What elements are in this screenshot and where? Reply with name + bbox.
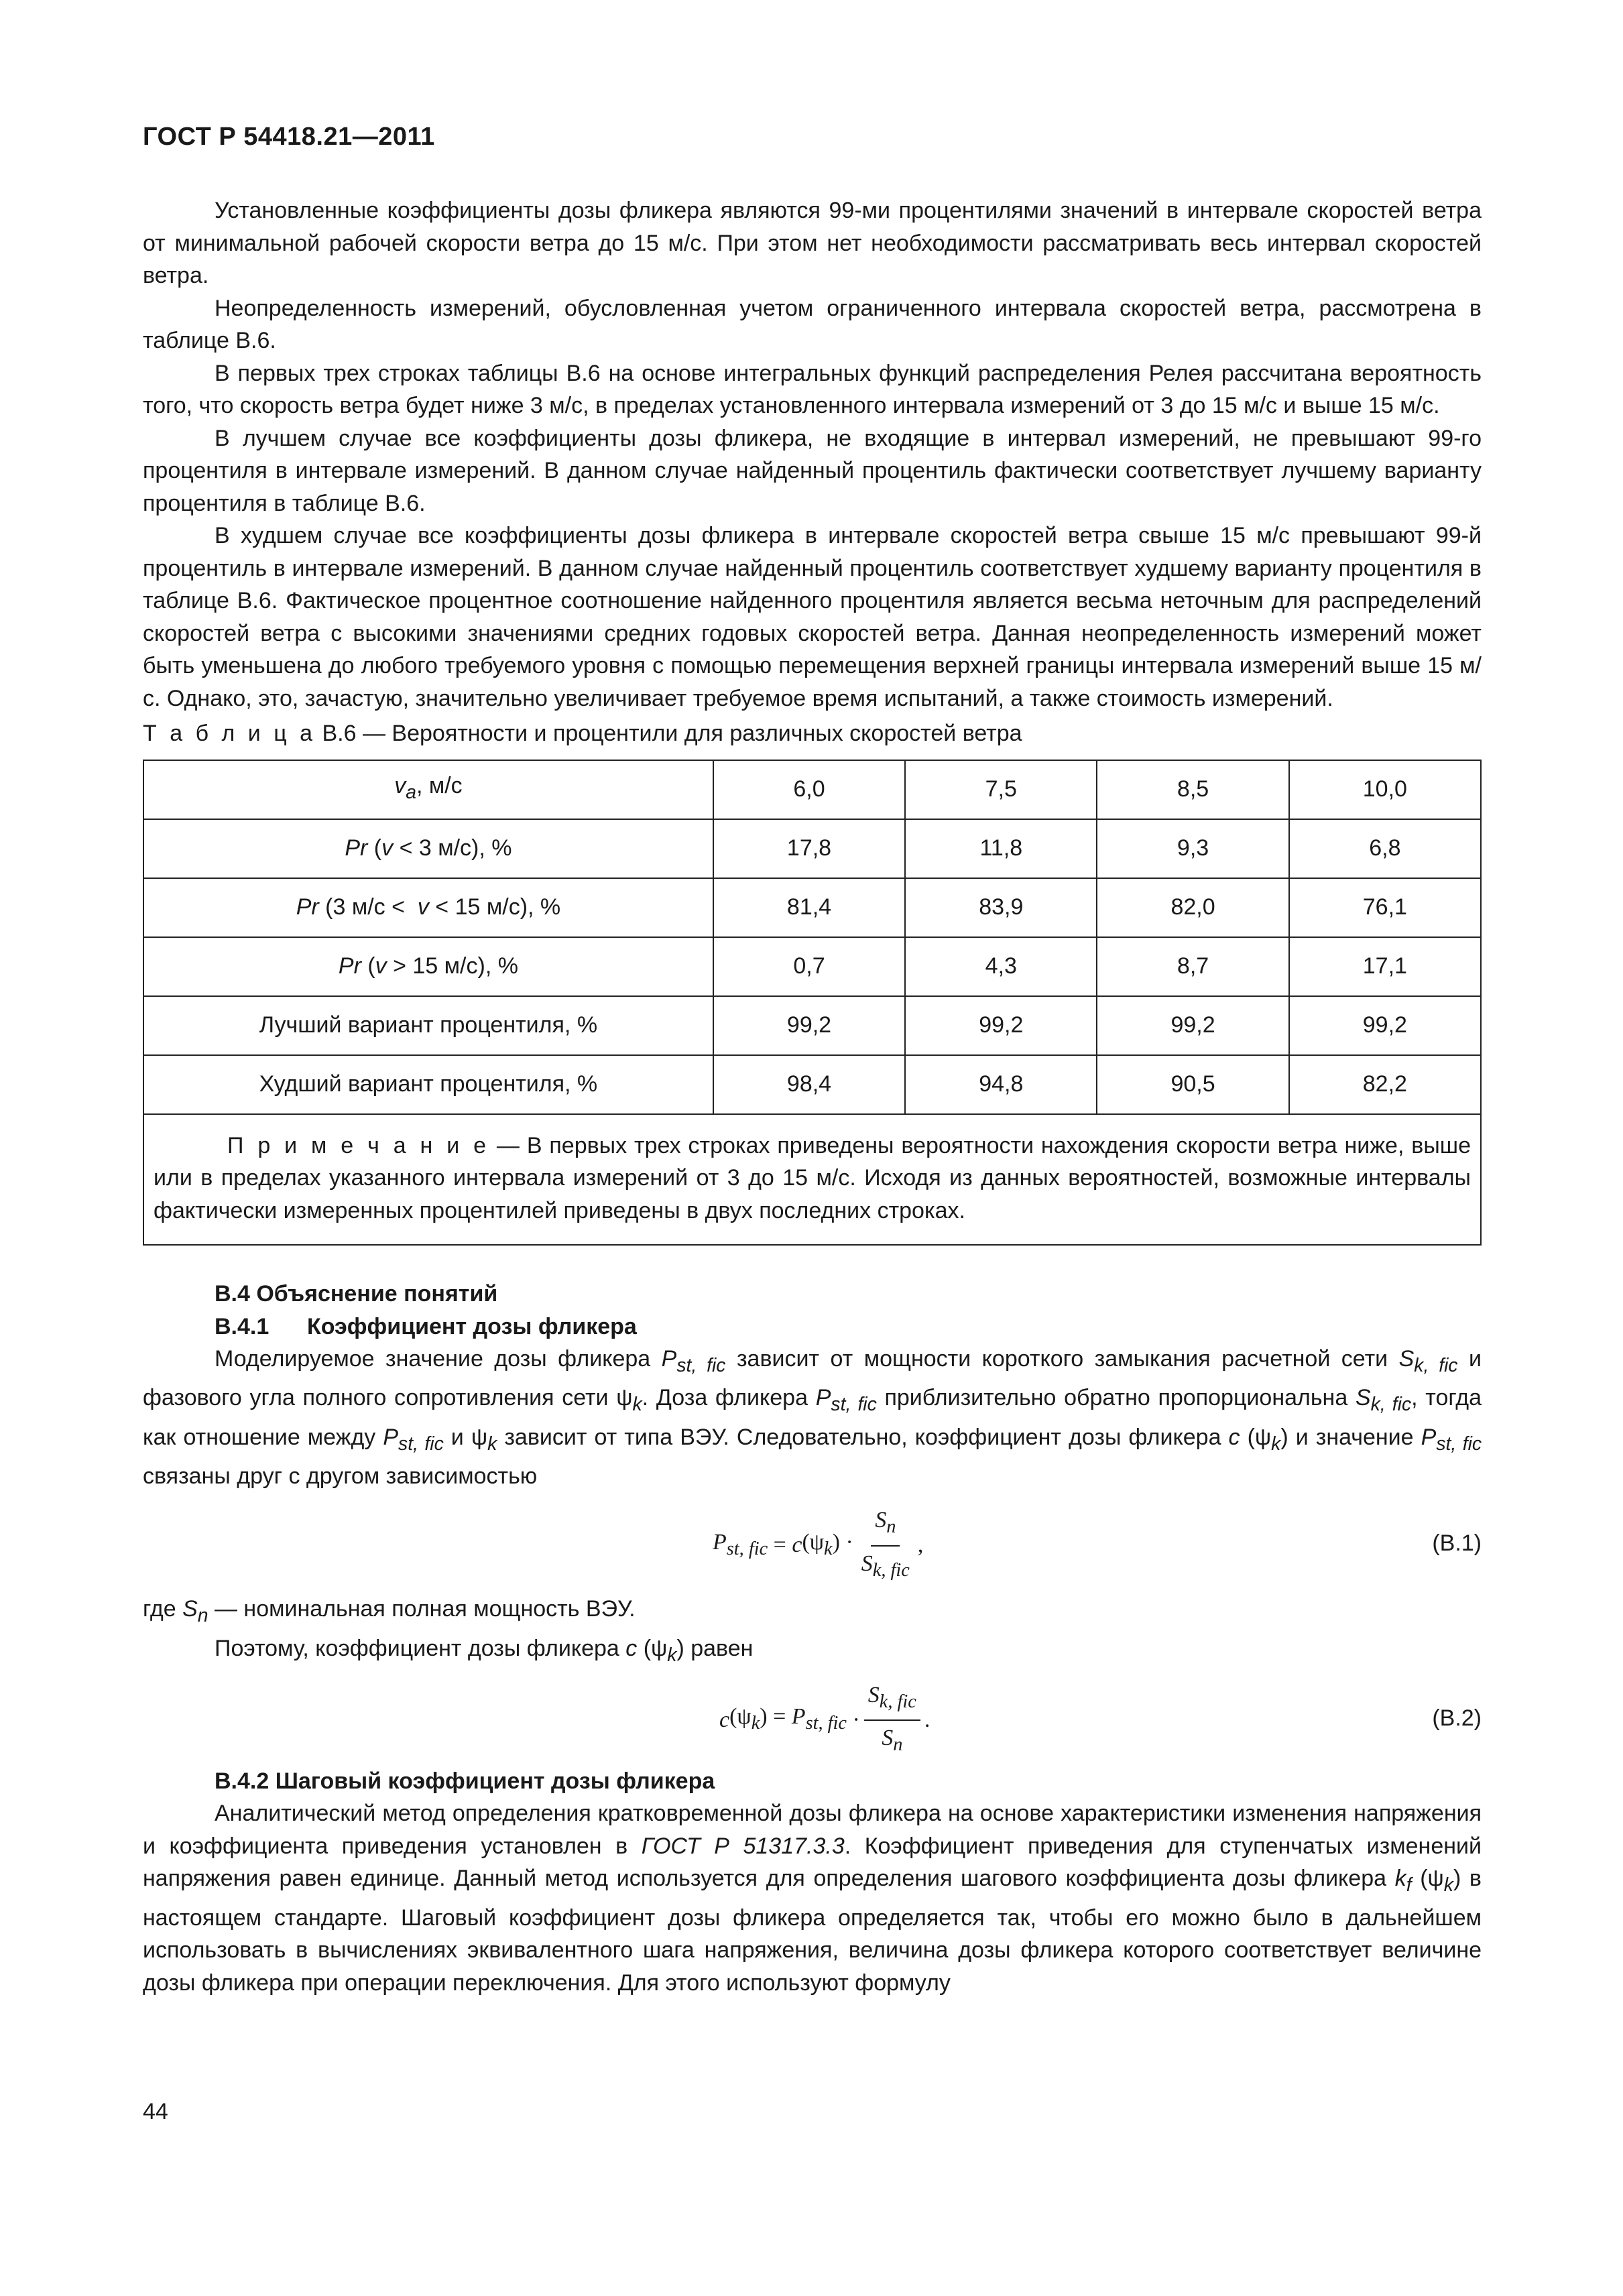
table-cell: 6,8: [1289, 819, 1481, 878]
row-label: Худший вариант процентиля, %: [143, 1055, 713, 1114]
equation-b1-number: (В.1): [1432, 1530, 1482, 1557]
table-cell: 0,7: [713, 937, 905, 996]
table-cell: 8,7: [1097, 937, 1288, 996]
table-row: [143, 937, 1481, 996]
table-note-row: [143, 1114, 1481, 1246]
equation-b2: [143, 1671, 1482, 1765]
equation-b2-body: c $(\psi_k)$ = $P_{st, fic}$ · $\frac{S_{k, fic}}{S_n}$ .: [719, 1679, 930, 1762]
row-label: Pr (v < 3 м/с), %: [143, 819, 713, 878]
row-label: Pr (3 м/с < v < 15 м/с), %: [143, 878, 713, 937]
table-cell: 90,5: [1097, 1055, 1288, 1114]
table-row: [143, 760, 1481, 819]
table-cell: 7,5: [905, 760, 1097, 819]
table-cell: 82,0: [1097, 878, 1288, 937]
page-number: 44: [143, 2099, 168, 2124]
b41-where: где $S_n$ — номинальная полная мощность ВЭУ.: [143, 1596, 636, 1627]
section-heading-b42: В.4.2 Шаговый коэффициент дозы фликера: [215, 1768, 715, 1794]
table-cell: 6,0: [713, 760, 905, 819]
table-note: П р и м е ч а н и е — В первых трех строках приведены вероятности нахождения скорости ветра ниже, выше или в пределах указанного интервала измерений от 3 до 15 м/с. Исходя из данных вероятностей, возможные интервалы фактически измеренных процентилей приведены в двух последних строках.: [143, 1114, 1481, 1246]
document-header: ГОСТ Р 54418.21—2011: [143, 123, 435, 151]
section-heading-b4: В.4 Объяснение понятий: [215, 1281, 498, 1307]
table-cell: 83,9: [905, 878, 1097, 937]
table-cell: 9,3: [1097, 819, 1288, 878]
row-label: Pr (v > 15 м/с), %: [143, 937, 713, 996]
body-paragraph: Неопределенность измерений, обусловленная учетом ограниченного интервала скоростей ветра, рассмотрена в таблице В.6.: [143, 295, 1482, 353]
table-cell: 99,2: [713, 996, 905, 1055]
table-cell: 11,8: [905, 819, 1097, 878]
intro-paragraphs: [143, 194, 1482, 715]
table-caption: Т а б л и ц а В.6 — Вероятности и процентили для различных скоростей ветра: [143, 721, 1022, 746]
table-row: [143, 1055, 1481, 1114]
table-cell: 82,2: [1289, 1055, 1481, 1114]
b41-therefore: Поэтому, коэффициент дозы фликера c $(\psi_k)$ равен: [215, 1635, 754, 1666]
body-paragraph: В худшем случае все коэффициенты дозы фликера в интервале скоростей ветра свыше 15 м/с превышают 99-й процентиль в интервале измерений. В данном случае найденный процентиль соответствует худшему варианту процентиля в таблице В.6. Фактическое процентное соотношение найденного процентиля является весьма неточным для распределений скоростей ветра с высокими значениями средних годовых скоростей ветра. Данная неопределенность измерений может быть уменьшена до любого требуемого уровня с помощью перемещения верхней границы интервала измерений выше 15 м/с. Однако, это, зачастую, значительно увеличивает требуемое время испытаний, а также стоимость измерений.: [143, 523, 1482, 711]
table-row: [143, 996, 1481, 1055]
table-cell: 94,8: [905, 1055, 1097, 1114]
table-row: [143, 878, 1481, 937]
table-cell: 8,5: [1097, 760, 1288, 819]
table-cell: 98,4: [713, 1055, 905, 1114]
equation-b1: [143, 1492, 1482, 1593]
equation-b2-number: (В.2): [1432, 1705, 1482, 1731]
equation-b1-body: $P_{st, fic}$ = c $(\psi_k)$ · $\frac{S_n}{S_{k, fic}}$ ,: [713, 1504, 923, 1587]
table-cell: 99,2: [1289, 996, 1481, 1055]
table-cell: 17,1: [1289, 937, 1481, 996]
table-cell: 99,2: [905, 996, 1097, 1055]
table-cell: 4,3: [905, 937, 1097, 996]
table-cell: 99,2: [1097, 996, 1288, 1055]
table-cell: 10,0: [1289, 760, 1481, 819]
body-paragraph: В первых трех строках таблицы В.6 на основе интегральных функций распределения Релея рассчитана вероятность того, что скорость ветра будет ниже 3 м/с, в пределах установленного интервала измерений от 3 до 15 м/с и выше 15 м/с.: [143, 360, 1482, 418]
table-row: [143, 819, 1481, 878]
row-label: Лучший вариант процентиля, %: [143, 996, 713, 1055]
table-cell: 76,1: [1289, 878, 1481, 937]
b41-text: Моделируемое значение дозы фликера $P_{st, fic}$ зависит от мощности короткого замыкания расчетной сети $S_{k, fic}$ и фазового угла полного сопротивления сети $\psi_k$. Доза фликера $P_{st, fic}$ приблизительно обратно пропорциональна $S_{k, fic}$, тогда как отношение между $P_{st, fic}$ и $\psi_k$ зависит от типа ВЭУ. Следовательно, коэффициент дозы фликера c $(\psi_k)$ и значение $P_{st, fic}$ связаны друг с другом зависимостью: [143, 1346, 1482, 1489]
body-column: [143, 194, 1482, 1999]
probability-table: [143, 760, 1482, 1246]
row-label: $v_a$, м/с: [143, 760, 713, 819]
subsection-heading-b41: В.4.1 Коэффициент дозы фликера: [215, 1313, 637, 1339]
table-cell: 17,8: [713, 819, 905, 878]
body-paragraph: В лучшем случае все коэффициенты дозы фликера, не входящие в интервал измерений, не превышают 99-го процентиля в интервале измерений. В данном случае найденный процентиль фактически соответствует лучшему варианту процентиля в таблице В.6.: [143, 425, 1482, 516]
b42-text: Аналитический метод определения кратковременной дозы фликера на основе характеристики изменения напряжения и коэффициента приведения установлен в ГОСТ Р 51317.3.3. Коэффициент приведения для ступенчатых изменений напряжения равен единице. Данный метод используется для определения шагового коэффициента дозы фликера $k_f$ $(\psi_k)$ в настоящем стандарте. Шаговый коэффициент дозы фликера определяется так, чтобы его можно было в дальнейшем использовать в вычислениях эквивалентного шага напряжения, величина дозы фликера которого соответствует величине дозы фликера при операции переключения. Для этого используют формулу: [143, 1801, 1482, 1996]
table-cell: 81,4: [713, 878, 905, 937]
body-paragraph: Установленные коэффициенты дозы фликера являются 99-ми процентилями значений в интервале скоростей ветра от минимальной рабочей скорости ветра до 15 м/с. При этом нет необходимости рассматривать весь интервал скоростей ветра.: [143, 198, 1482, 288]
